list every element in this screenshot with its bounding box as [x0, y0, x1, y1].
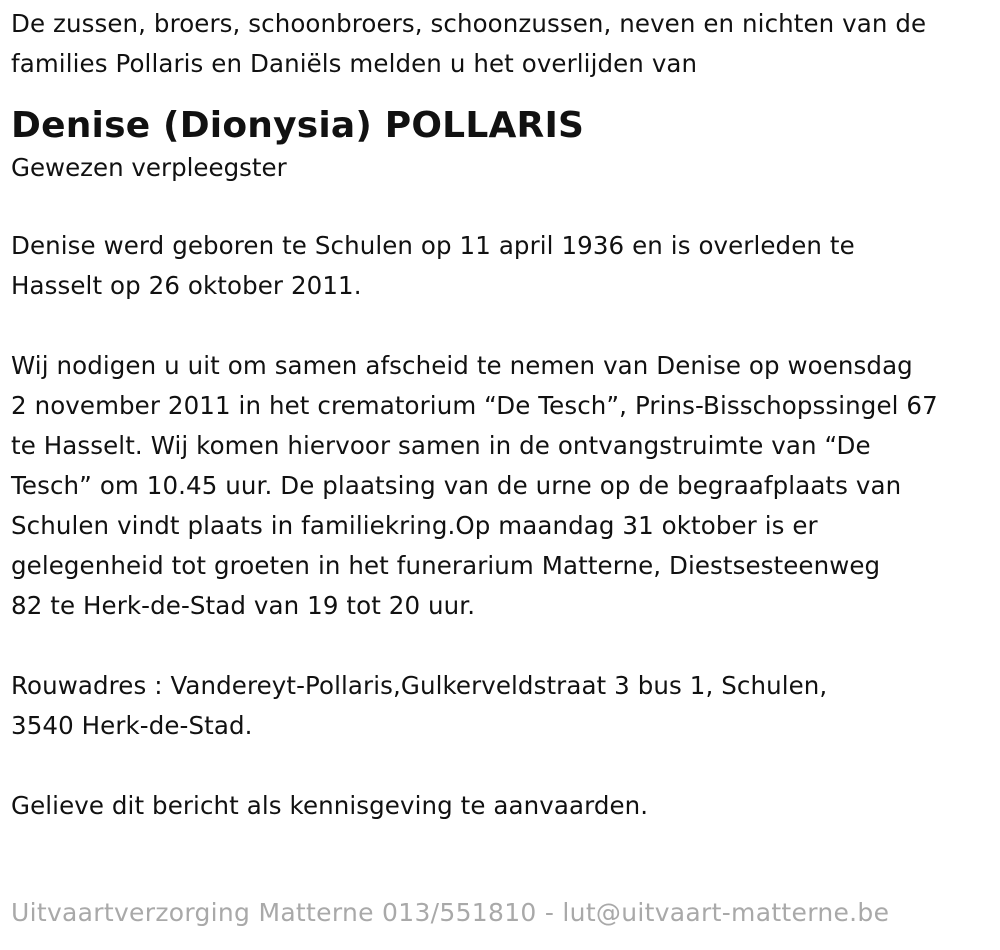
address-paragraph [11, 666, 993, 746]
closing-paragraph: Gelieve dit bericht als kennisgeving te aanvaarden. [11, 791, 649, 820]
deceased-occupation: Gewezen verpleegster [11, 153, 287, 182]
farewell-line: 2 november 2011 in het crematorium “De Tesch”, Prins-Bisschopssingel 67 [11, 391, 938, 420]
farewell-paragraph [11, 346, 993, 626]
spacer [11, 746, 993, 786]
spacer [11, 186, 993, 226]
intro-paragraph [11, 4, 993, 84]
birth-death-line: Denise werd geboren te Schulen op 11 april 1936 en is overleden te [11, 231, 855, 260]
deceased-name: Denise (Dionysia) POLLARIS [11, 105, 585, 146]
intro-line: De zussen, broers, schoonbroers, schoonzussen, neven en nichten van de [11, 9, 927, 38]
farewell-line: Wij nodigen u uit om samen afscheid te nemen van Denise op woensdag [11, 351, 913, 380]
farewell-line: Schulen vindt plaats in familiekring.Op maandag 31 oktober is er [11, 511, 818, 540]
intro-line: families Pollaris en Daniëls melden u het overlijden van [11, 49, 698, 78]
funeral-home-footer: Uitvaartverzorging Matterne 013/551810 - lut@uitvaart-matterne.be [11, 898, 890, 927]
spacer [11, 626, 993, 666]
spacer [11, 306, 993, 346]
address-line: Rouwadres : Vandereyt-Pollaris,Gulkerveldstraat 3 bus 1, Schulen, [11, 671, 828, 700]
birth-death-line: Hasselt op 26 oktober 2011. [11, 271, 362, 300]
obituary-notice [11, 4, 993, 826]
address-line: 3540 Herk-de-Stad. [11, 711, 253, 740]
farewell-line: Tesch” om 10.45 uur. De plaatsing van de urne op de begraafplaats van [11, 471, 902, 500]
farewell-line: gelegenheid tot groeten in het funerarium Matterne, Diestsesteenweg [11, 551, 881, 580]
birth-death-paragraph [11, 226, 993, 306]
farewell-line: te Hasselt. Wij komen hiervoor samen in de ontvangstruimte van “De [11, 431, 871, 460]
farewell-line: 82 te Herk-de-Stad van 19 tot 20 uur. [11, 591, 476, 620]
